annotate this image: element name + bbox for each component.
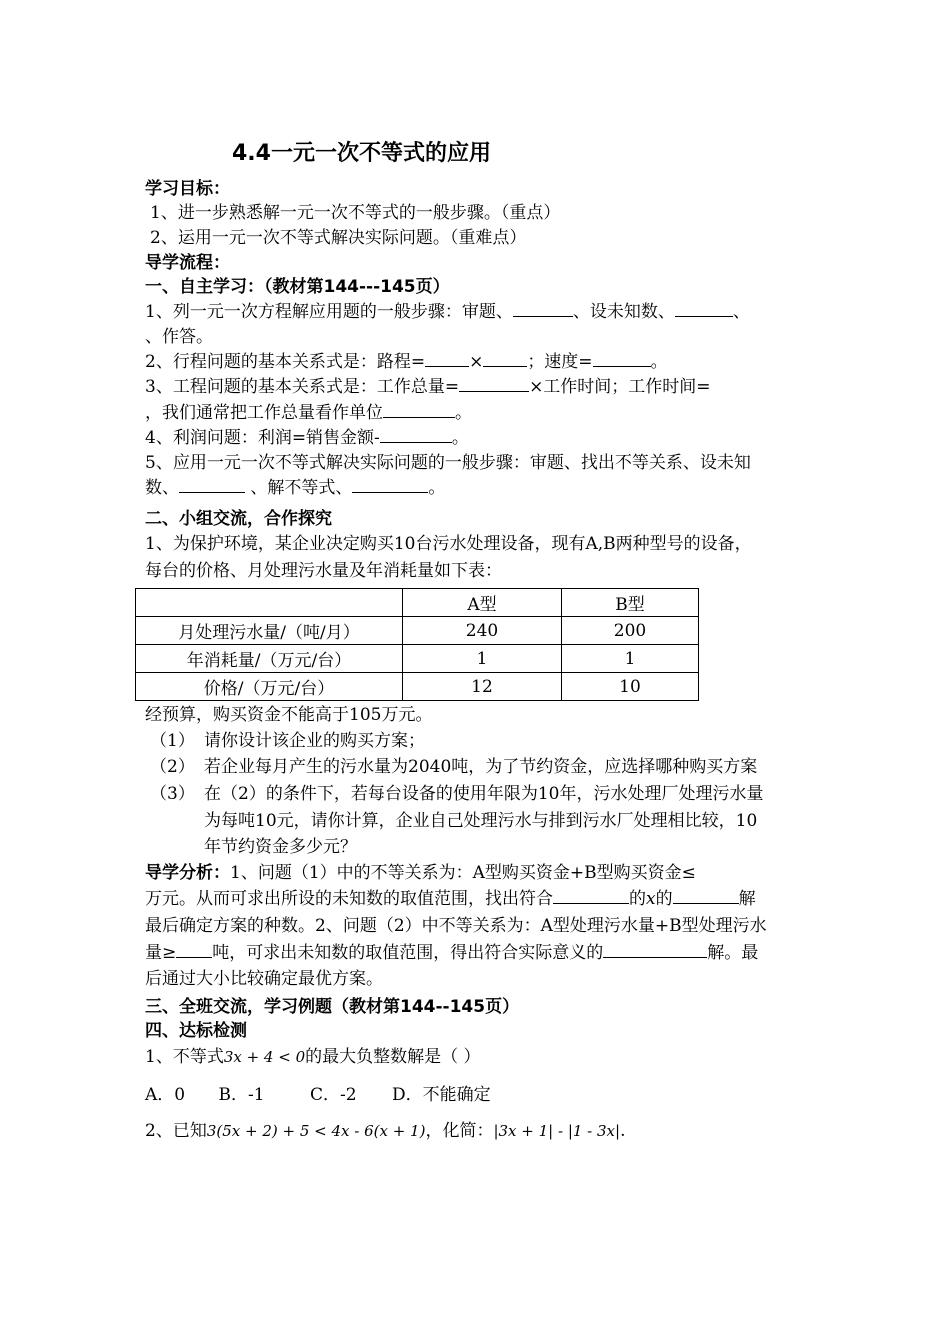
option-b: B．-1 — [218, 1085, 265, 1105]
table-cell: 1 — [403, 645, 562, 673]
analysis-label: 导学分析： — [145, 863, 230, 883]
exercise-1: 1、不等式3x + 4 < 0的最大负整数解是（ ） — [145, 1047, 481, 1067]
table-cell: 200 — [562, 617, 699, 645]
s1-line-4: 4、利润问题：利润=销售金额- 。 — [145, 428, 469, 448]
s2-para-2: 每台的价格、月处理污水量及年消耗量如下表： — [145, 561, 502, 581]
s1-line-5: 5、应用一元一次不等式解决实际问题的一般步骤：审题、找出不等关系、设未知 — [145, 453, 751, 473]
table-cell: A型 — [403, 589, 562, 617]
section3-heading: 三、全班交流，学习例题（教材第144--145页） — [145, 997, 520, 1017]
analysis-line-5: 后通过大小比较确定最优方案。 — [145, 969, 383, 989]
goals-heading: 学习目标： — [145, 179, 230, 199]
section2-heading: 二、小组交流，合作探究 — [145, 509, 332, 529]
blank — [383, 402, 455, 418]
page-title: 4.4一元一次不等式的应用 — [232, 141, 491, 166]
question-3-text-cont: 为每吨10元，请你计算，企业自己处理污水与排到污水厂处理相比较，10 — [204, 811, 758, 831]
analysis-line-1: 导学分析：1、问题（1）中的不等关系为：A型购买资金+B型购买资金≤ — [145, 863, 696, 883]
blank — [352, 477, 428, 493]
question-1-text: 请你设计该企业的购买方案； — [204, 731, 425, 751]
question-3-text-cont2: 年节约资金多少元？ — [204, 837, 357, 857]
section1-heading: 一、自主学习：（教材第144---145页） — [145, 277, 450, 297]
table-cell: 12 — [403, 673, 562, 701]
option-c: C．-2 — [309, 1085, 357, 1105]
table-cell: 1 — [562, 645, 699, 673]
blank — [483, 351, 527, 367]
table-cell: 240 — [403, 617, 562, 645]
option-d: D．不能确定 — [391, 1085, 491, 1105]
table-cell: 10 — [562, 673, 699, 701]
blank — [603, 942, 707, 958]
table-row — [136, 673, 699, 701]
analysis-line-3: 最后确定方案的种数。2、问题（2）中不等关系为：A型处理污水量+B型处理污水 — [145, 916, 767, 936]
blank — [380, 427, 452, 443]
table-row — [136, 617, 699, 645]
table-cell: B型 — [562, 589, 699, 617]
question-1-number: （1） — [150, 731, 195, 751]
blank — [513, 301, 573, 317]
analysis-line-2: 万元。从而可求出所设的未知数的取值范围，找出符合 的x的 解 — [145, 889, 756, 909]
blank — [553, 888, 629, 904]
option-a: A．0 — [145, 1085, 186, 1105]
s1-line-1: 1、列一元一次方程解应用题的一般步骤：审题、 、设未知数、 、 — [145, 302, 750, 322]
s2-para-1: 1、为保护环境，某企业决定购买10台污水处理设备，现有A,B两种型号的设备， — [145, 534, 752, 554]
s1-line-5-cont: 数、 、解不等式、 。 — [145, 478, 446, 498]
question-3-text: 在（2）的条件下，若每台设备的使用年限为10年，污水处理厂处理污水量 — [204, 784, 764, 804]
math-expression: |3x + 1| - |1 - 3x| — [493, 1122, 621, 1140]
blank — [459, 376, 529, 392]
s1-line-3: 3、工程问题的基本关系式是：工作总量= ×工作时间；工作时间= — [145, 377, 711, 397]
table-row — [136, 645, 699, 673]
goal-item-1: 1、进一步熟悉解一元一次不等式的一般步骤。（重点） — [150, 203, 561, 223]
blank — [593, 351, 651, 367]
exercise-2: 2、已知3(5x + 2) + 5 < 4x - 6(x + 1)，化简：|3x + 1| - |1 - 3x|. — [145, 1121, 626, 1141]
blank — [673, 888, 739, 904]
blank — [675, 301, 733, 317]
s1-line-1-cont: 、作答。 — [145, 327, 213, 347]
blank — [176, 942, 212, 958]
question-2-text: 若企业每月产生的污水量为2040吨，为了节约资金，应选择哪种购买方案 — [204, 757, 758, 777]
question-2-number: （2） — [150, 757, 195, 777]
blank — [179, 477, 245, 493]
question-3-number: （3） — [150, 784, 195, 804]
budget-text: 经预算，购买资金不能高于105万元。 — [145, 705, 433, 725]
goal-item-2: 2、运用一元一次不等式解决实际问题。（重难点） — [150, 228, 527, 248]
table-cell: 月处理污水量/（吨/月） — [136, 617, 403, 645]
flow-heading: 导学流程： — [145, 253, 230, 273]
blank — [425, 351, 469, 367]
math-expression: 3x + 4 < 0 — [223, 1048, 306, 1066]
data-table — [135, 588, 699, 701]
section4-heading: 四、达标检测 — [145, 1021, 247, 1041]
exercise-1-options — [145, 1084, 491, 1106]
table-cell: 价格/（万元/台） — [136, 673, 403, 701]
s1-line-2: 2、行程问题的基本关系式是：路程= × ；速度= 。 — [145, 352, 668, 372]
table-cell: 年消耗量/（万元/台） — [136, 645, 403, 673]
table-header-row — [136, 589, 699, 617]
table-cell — [136, 589, 403, 617]
analysis-line-4: 量≥ 吨，可求出未知数的取值范围，得出符合实际意义的 解。最 — [145, 943, 759, 963]
math-expression: 3(5x + 2) + 5 < 4x - 6(x + 1) — [206, 1122, 426, 1140]
s1-line-3-cont: ，我们通常把工作总量看作单位 。 — [145, 403, 472, 423]
